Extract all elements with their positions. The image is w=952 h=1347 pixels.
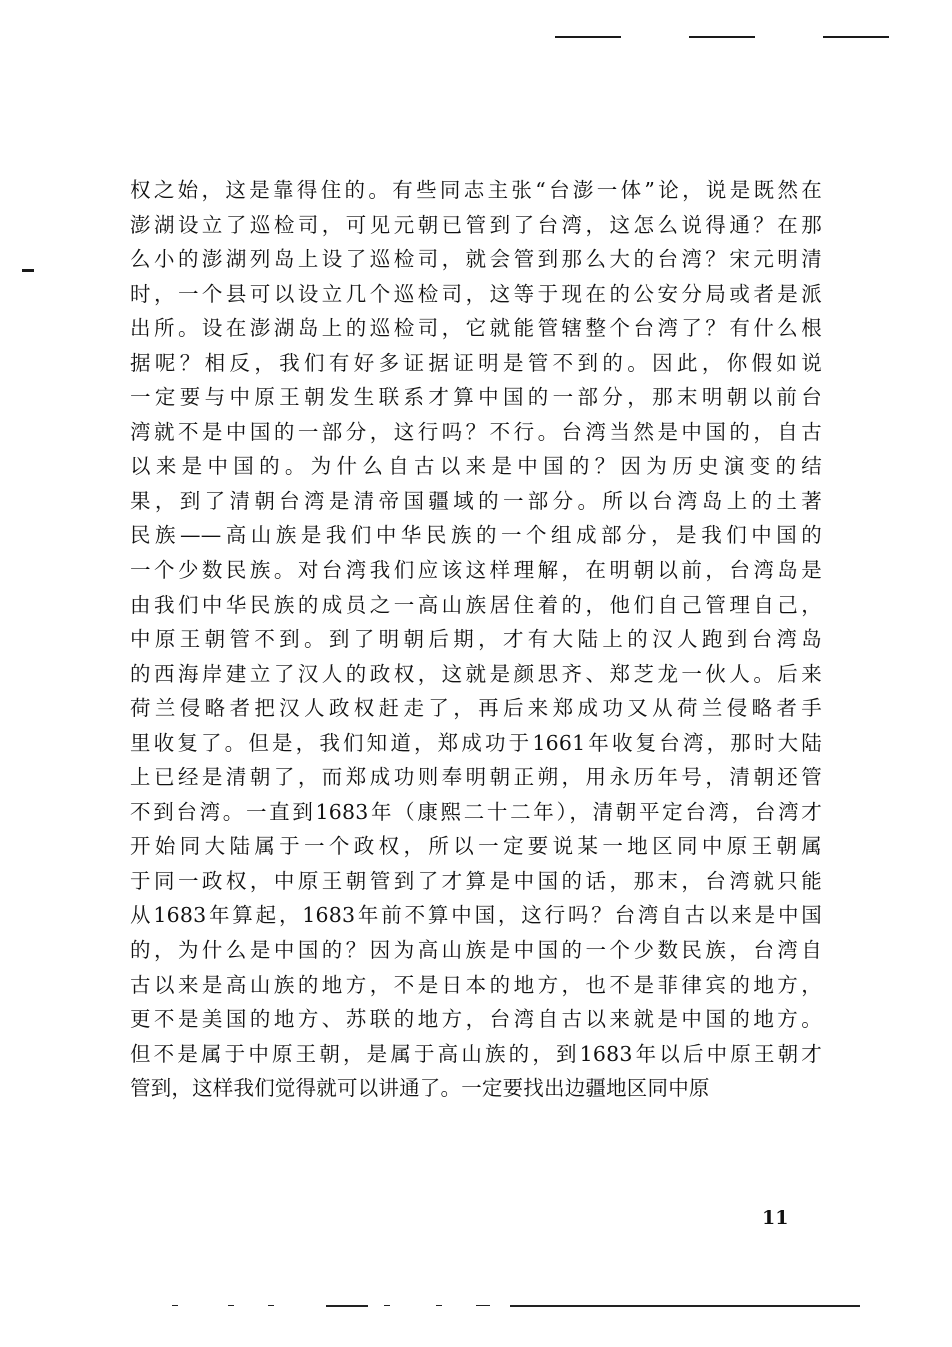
text-line: 么小的澎湖列岛上设了巡检司，就会管到那么大的台湾？宋元明清 <box>130 247 822 272</box>
text-line: 湾就不是中国的一部分，这行吗？不行。台湾当然是中国的，自古 <box>130 419 822 444</box>
text-line: 权之始，这是靠得住的。有些同志主张“台澎一体”论，说是既然在 <box>130 178 822 202</box>
footer-rule <box>510 1305 860 1307</box>
text-line: 更不是美国的地方、苏联的地方，台湾自古以来就是中国的地方。 <box>130 1007 822 1032</box>
footer-dash <box>172 1305 178 1306</box>
text-line: 中原王朝管不到。到了明朝后期，才有大陆上的汉人跑到台湾岛 <box>130 627 822 652</box>
text-line: 管到，这样我们觉得就可以讲通了。一定要找出边疆地区同中原 <box>130 1076 710 1101</box>
page-number: 11 <box>762 1207 789 1229</box>
text-line: 果，到了清朝台湾是清帝国疆域的一部分。所以台湾岛上的土著 <box>130 488 822 513</box>
text-line: 出所。设在澎湖岛上的巡检司，它就能管辖整个台湾了？有什么根 <box>130 316 822 341</box>
text-line: 荷兰侵略者把汉人政权赶走了，再后来郑成功又从荷兰侵略者手 <box>130 696 822 721</box>
text-line: 开始同大陆属于一个政权，所以一定要说某一地区同中原王朝属 <box>130 834 822 859</box>
header-rule-2 <box>689 36 755 38</box>
text-line: 由我们中华民族的成员之一高山族居住着的，他们自己管理自己， <box>130 592 822 617</box>
text-line: 民族——高山族是我们中华民族的一个组成部分，是我们中国的 <box>130 523 822 548</box>
text-line: 上已经是清朝了，而郑成功则奉明朝正朔，用永历年号，清朝还管 <box>130 765 822 790</box>
text-line: 一定要与中原王朝发生联系才算中国的一部分，那末明朝以前台 <box>130 385 822 410</box>
text-line: 时，一个县可以设立几个巡检司，这等于现在的公安分局或者是派 <box>130 281 822 306</box>
header-rule-3 <box>823 36 889 38</box>
text-line: 一个少数民族。对台湾我们应该这样理解，在明朝以前，台湾岛是 <box>130 558 822 583</box>
margin-mark <box>22 269 34 272</box>
body-text <box>130 173 822 1106</box>
text-line: 澎湖设立了巡检司，可见元朝已管到了台湾，这怎么说得通？在那 <box>130 212 822 237</box>
text-line: 里收复了。但是，我们知道，郑成功于1661年收复台湾，那时大陆 <box>130 730 822 755</box>
text-line: 的，为什么是中国的？因为高山族是中国的一个少数民族，台湾自 <box>130 938 822 963</box>
footer-dash <box>326 1305 368 1307</box>
footer-dash <box>384 1305 390 1306</box>
footer-dash <box>268 1305 274 1306</box>
text-line: 古以来是高山族的地方，不是日本的地方，也不是菲律宾的地方， <box>130 972 822 997</box>
text-line: 的西海岸建立了汉人的政权，这就是颜思齐、郑芝龙一伙人。后来 <box>130 661 822 686</box>
footer-dash <box>228 1305 234 1306</box>
text-line: 据呢？相反，我们有好多证据证明是管不到的。因此，你假如说 <box>130 350 822 375</box>
text-line: 以来是中国的。为什么自古以来是中国的？因为历史演变的结 <box>130 454 822 479</box>
text-line: 但不是属于中原王朝，是属于高山族的，到1683年以后中原王朝才 <box>130 1041 822 1066</box>
footer-dash <box>436 1305 442 1306</box>
text-line: 从1683年算起，1683年前不算中国，这行吗？台湾自古以来是中国 <box>130 903 822 928</box>
footer-dash <box>476 1305 490 1306</box>
text-line: 于同一政权，中原王朝管到了才算是中国的话，那末，台湾就只能 <box>130 868 822 893</box>
header-rule-1 <box>555 36 621 38</box>
text-line: 不到台湾。一直到1683年（康熙二十二年），清朝平定台湾，台湾才 <box>130 799 822 824</box>
